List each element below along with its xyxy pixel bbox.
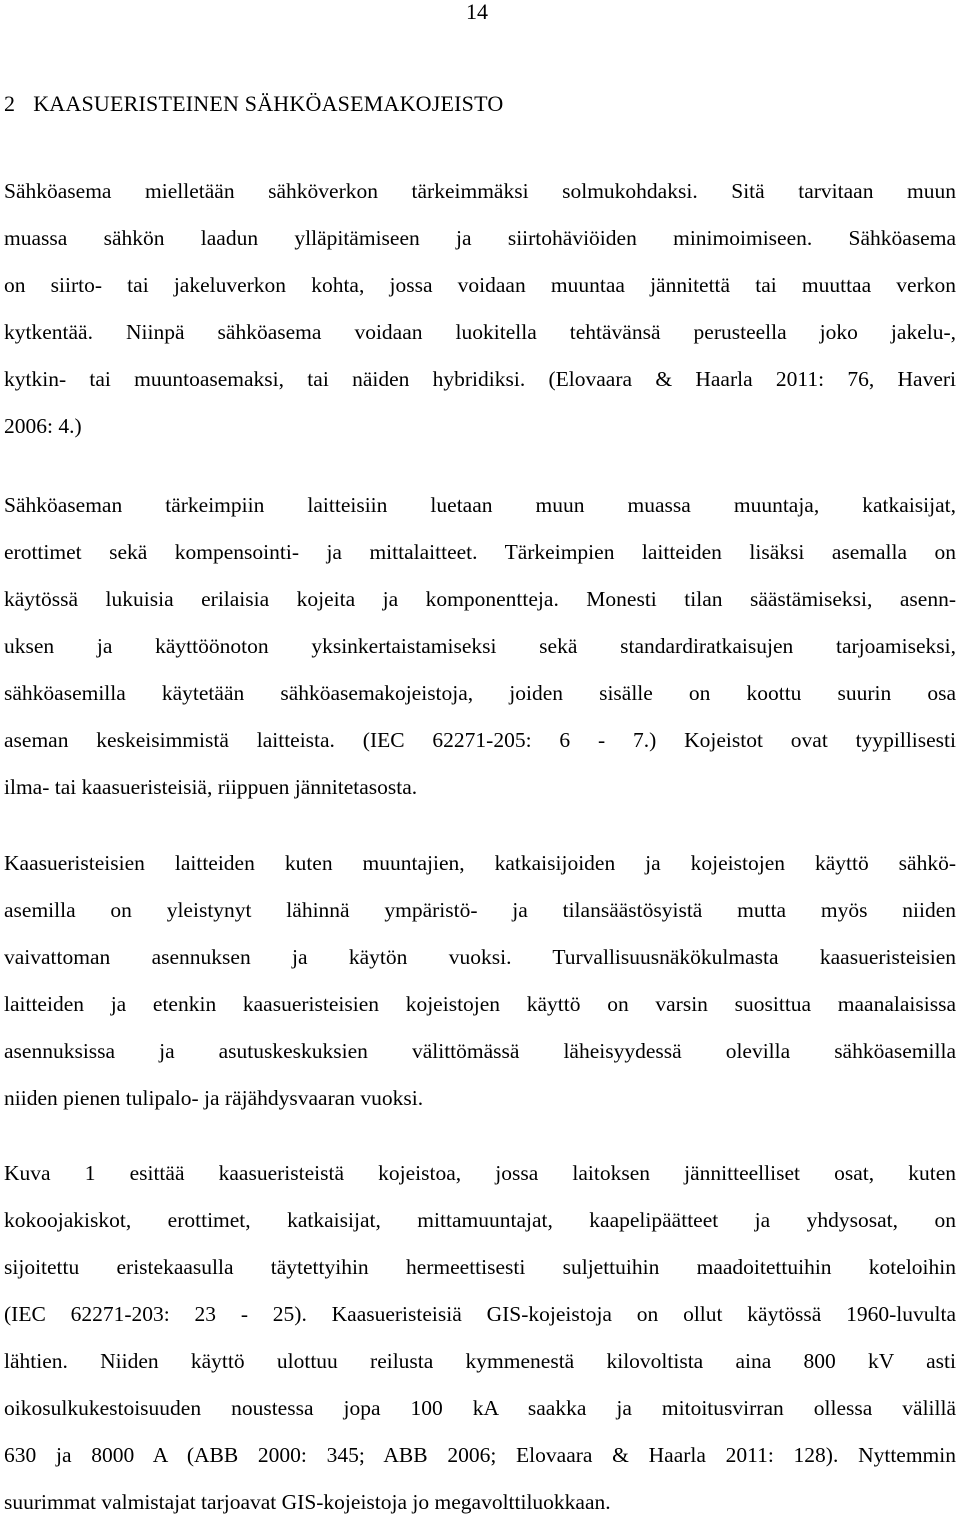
paragraph-line: laitteiden ja etenkin kaasueristeisien kojeistojen käyttö on varsin suosittua maanalaisissa	[4, 992, 956, 1016]
page-number: 14	[466, 0, 488, 24]
paragraph-line: käytössä lukuisia erilaisia kojeita ja komponentteja. Monesti tilan säästämiseksi, asenn-	[4, 587, 956, 611]
paragraph-line: suurimmat valmistajat tarjoavat GIS-kojeistoja jo megavolttiluokkaan.	[4, 1490, 611, 1514]
paragraph-line: oikosulkukestoisuuden noustessa jopa 100 kA saakka ja mitoitusvirran ollessa välillä	[4, 1396, 956, 1420]
paragraph-line: Kaasueristeisien laitteiden kuten muuntajien, katkaisijoiden ja kojeistojen käyttö sähkö-	[4, 851, 956, 875]
paragraph-line: kytkin- tai muuntoasemaksi, tai näiden hybridiksi. (Elovaara & Haarla 2011: 76, Haveri	[4, 367, 956, 391]
paragraph-line: Sähköasema mielletään sähköverkon tärkeimmäksi solmukohdaksi. Sitä tarvitaan muun	[4, 179, 956, 203]
paragraph-line: niiden pienen tulipalo- ja räjähdysvaaran vuoksi.	[4, 1086, 424, 1110]
paragraph-4	[4, 1150, 956, 1526]
section-number: 2	[4, 91, 16, 116]
paragraph-2	[4, 482, 956, 811]
section-title: KAASUERISTEINEN SÄHKÖASEMAKOJEISTO	[33, 91, 504, 116]
paragraph-line: sijoitettu eristekaasulla täytettyihin hermeettisesti suljettuihin maadoitettuihin koteloihin	[4, 1255, 956, 1279]
paragraph-line: kytkentää. Niinpä sähköasema voidaan luokitella tehtävänsä perusteella joko jakelu-,	[4, 320, 956, 344]
section-heading	[4, 90, 503, 118]
paragraph-line: Kuva 1 esittää kaasueristeistä kojeistoa, jossa laitoksen jännitteelliset osat, kuten	[4, 1161, 956, 1185]
paragraph-line: muassa sähkön laadun ylläpitämiseen ja siirtohäviöiden minimoimiseen. Sähköasema	[4, 226, 956, 250]
paragraph-line: asemilla on yleistynyt lähinnä ympäristö- ja tilansäästösyistä mutta myös niiden	[4, 898, 956, 922]
paragraph-line: Sähköaseman tärkeimpiin laitteisiin luetaan muun muassa muuntaja, katkaisijat,	[4, 493, 956, 517]
paragraph-line: asennuksissa ja asutuskeskuksien välittömässä läheisyydessä olevilla sähköasemilla	[4, 1039, 956, 1063]
paragraph-line: erottimet sekä kompensointi- ja mittalaitteet. Tärkeimpien laitteiden lisäksi asemalla on	[4, 540, 956, 564]
paragraph-line: uksen ja käyttöönoton yksinkertaistamiseksi sekä standardiratkaisujen tarjoamiseksi,	[4, 634, 956, 658]
paragraph-line: lähtien. Niiden käyttö ulottuu reilusta kymmenestä kilovoltista aina 800 kV asti	[4, 1349, 956, 1373]
paragraph-line: on siirto- tai jakeluverkon kohta, jossa voidaan muuntaa jännitettä tai muuttaa verkon	[4, 273, 956, 297]
paragraph-line: 2006: 4.)	[4, 414, 82, 438]
paragraph-3	[4, 840, 956, 1122]
paragraph-line: sähköasemilla käytetään sähköasemakojeistoja, joiden sisälle on koottu suurin osa	[4, 681, 956, 705]
paragraph-line: kokoojakiskot, erottimet, katkaisijat, mittamuuntajat, kaapelipäätteet ja yhdysosat, on	[4, 1208, 956, 1232]
paragraph-line: 630 ja 8000 A (ABB 2000: 345; ABB 2006; Elovaara & Haarla 2011: 128). Nyttemmin	[4, 1443, 956, 1467]
paragraph-line: aseman keskeisimmistä laitteista. (IEC 62271-205: 6 - 7.) Kojeistot ovat tyypillisesti	[4, 728, 956, 752]
paragraph-line: (IEC 62271-203: 23 - 25). Kaasueristeisiä GIS-kojeistoja on ollut käytössä 1960-luvulta	[4, 1302, 956, 1326]
paragraph-line: ilma- tai kaasueristeisiä, riippuen jännitetasosta.	[4, 775, 418, 799]
paragraph-1	[4, 168, 956, 450]
paragraph-line: vaivattoman asennuksen ja käytön vuoksi. Turvallisuusnäkökulmasta kaasueristeisien	[4, 945, 956, 969]
